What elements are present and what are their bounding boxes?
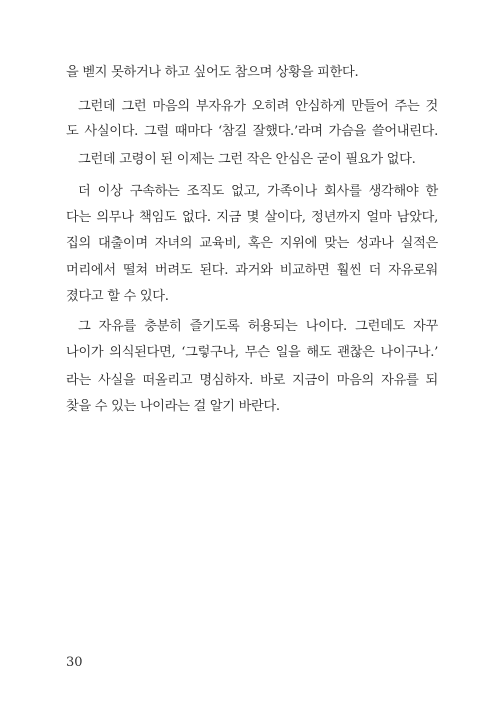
text-line-6: 다는 의무나 책임도 없다. 지금 몇 살이다, 정년까지 얼마 남았다, bbox=[66, 210, 438, 225]
text-line-11: 나이가 의식된다면, ‘그렇구나, 무슨 일을 해도 괜찮은 나이구나.’ bbox=[66, 345, 438, 360]
text-line-8: 머리에서 떨쳐 버려도 된다. 과거와 비교하면 훨씬 더 자유로워 bbox=[66, 263, 438, 278]
text-line-9: 졌다고 할 수 있다. bbox=[66, 289, 169, 304]
text-line-7: 집의 대출이며 자녀의 교육비, 혹은 지위에 맞는 성과나 실적은 bbox=[66, 236, 438, 251]
text-line-13: 찾을 수 있는 나이라는 걸 알기 바란다. bbox=[66, 399, 280, 414]
text-line-5: 더 이상 구속하는 조직도 없고, 가족이나 회사를 생각해야 한 bbox=[78, 184, 438, 199]
text-line-12: 라는 사실을 떠올리고 명심하자. 바로 지금이 마음의 자유를 되 bbox=[66, 373, 438, 388]
text-line-10: 그 자유를 충분히 즐기도록 허용되는 나이다. 그런데도 자꾸 bbox=[78, 319, 438, 334]
text-line-3: 도 사실이다. 그럴 때마다 ‘참길 잘했다.’라며 가슴을 쓸어내린다. bbox=[66, 124, 438, 139]
text-line-1: 을 벧지 못하거나 하고 싶어도 참으며 상황을 피한다. bbox=[66, 65, 359, 80]
page-number: 30 bbox=[66, 655, 83, 670]
text-line-4: 그런데 고령이 된 이제는 그런 작은 안심은 굳이 필요가 없다. bbox=[78, 152, 416, 167]
text-line-2: 그런데 그런 마음의 부자유가 오히려 안심하게 만들어 주는 것 bbox=[78, 99, 438, 114]
